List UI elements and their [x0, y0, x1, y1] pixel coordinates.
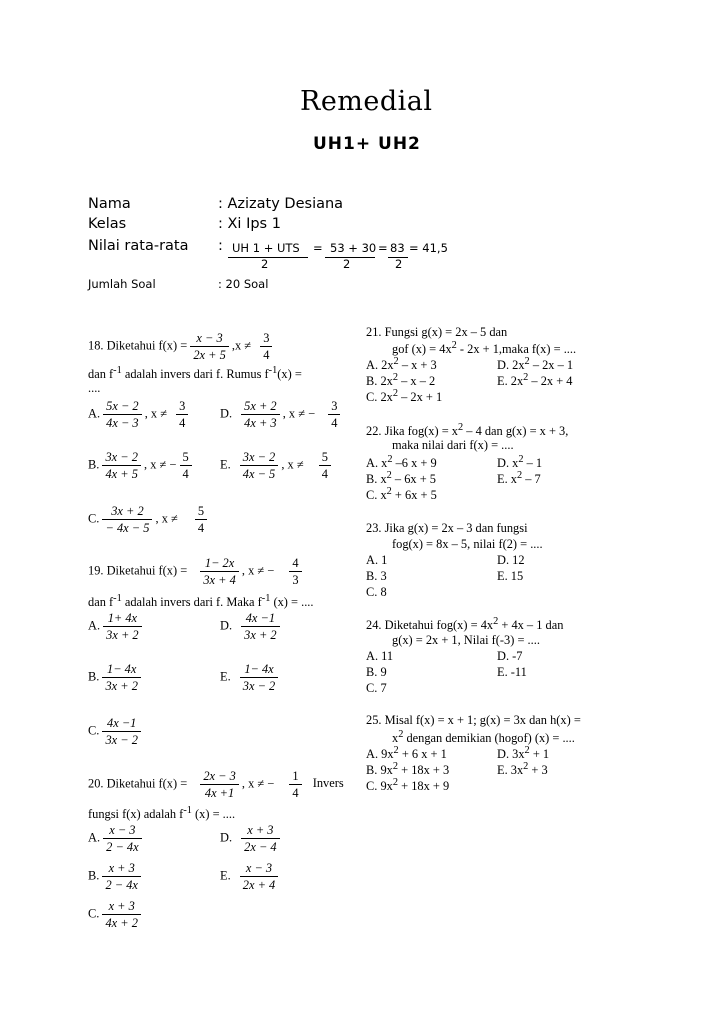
- q20-line2-a: fungsi f(x) adalah f: [88, 807, 184, 822]
- q20-d-den: 2x − 4: [244, 840, 277, 854]
- q18-option-d: [220, 398, 340, 431]
- q20-a-label: A.: [88, 830, 101, 845]
- q18-d-cond-frac: [328, 398, 340, 431]
- q25-option-b: [366, 761, 449, 778]
- q20-cond: , x ≠ −: [241, 776, 275, 791]
- q18-line2-sup: -1: [113, 365, 122, 376]
- q19-b-frac: [102, 661, 140, 694]
- nilai-expr1: UH 1 + UTS: [232, 241, 300, 255]
- q18-num: x − 3: [190, 330, 228, 347]
- q21-c-rest: – 2x + 1: [398, 390, 443, 405]
- q22-e-rest: – 7: [522, 472, 541, 487]
- q22-b-sup: 2: [386, 470, 392, 481]
- q19-prefix: 19. Diketahui f(x) =: [88, 563, 188, 578]
- q18-option-e: [220, 449, 331, 482]
- q21-c-sup: 2: [392, 388, 399, 399]
- q24-l1a: 24. Diketahui fog(x) = 4x: [366, 618, 494, 633]
- q19-cond-num: 4: [289, 555, 301, 572]
- nilai-eq2: =: [378, 241, 388, 255]
- q18-option-c: [88, 503, 207, 536]
- q19-d-frac: [241, 610, 279, 643]
- q18-b-num: 3x − 2: [102, 449, 140, 466]
- q21-e-rest: – 2x + 4: [528, 374, 573, 389]
- q23-line2: fog(x) = 8x – 5, nilai f(2) = ....: [392, 537, 543, 551]
- q18-b-label: B.: [88, 457, 100, 472]
- q18-line2-c: (x) =: [277, 367, 302, 382]
- q19-d-num: 4x −1: [241, 610, 279, 627]
- q18-option-a: [88, 398, 188, 431]
- kelas-label: Kelas: [88, 216, 127, 232]
- q18-e-cond: , x ≠: [281, 457, 304, 472]
- q20-option-a: [88, 822, 142, 855]
- q18-e-frac: [240, 449, 278, 482]
- q18-b-cond: , x ≠ −: [144, 457, 177, 472]
- q19-option-e: [220, 661, 278, 694]
- q24-l1sup: 2: [493, 616, 499, 627]
- q19-line2-a: dan f: [88, 595, 114, 610]
- q24-option-c: C. 7: [366, 681, 387, 695]
- q25-d-rest: + 1: [529, 747, 550, 762]
- q19-a-den: 3x + 2: [106, 628, 139, 642]
- q20-line2-sup: -1: [183, 805, 192, 816]
- q18-line2: [88, 365, 302, 382]
- q18-cond-den: 4: [263, 348, 270, 362]
- q18-b-cd: 4: [182, 467, 189, 481]
- q21-d: D. 2x: [497, 358, 525, 373]
- nama-label: Nama: [88, 196, 131, 212]
- q20-a-frac: [103, 822, 141, 855]
- q18-d-num: 5x + 2: [241, 398, 279, 415]
- q19-option-a: [88, 610, 142, 643]
- q18-b-cn: 5: [180, 449, 192, 466]
- q22-l1a: 22. Jika fog(x) = x: [366, 424, 458, 439]
- nilai-den1: 2: [261, 257, 269, 271]
- q19-line2: [88, 593, 314, 610]
- q25-option-a: [366, 745, 447, 762]
- q19-a-frac: [103, 610, 141, 643]
- q20-a-num: x − 3: [103, 822, 141, 839]
- q20-option-b: [88, 860, 141, 893]
- q20-d-num: x + 3: [241, 822, 279, 839]
- q19-b-den: 3x + 2: [105, 679, 138, 693]
- q25-a-rest: + 6 x + 1: [398, 747, 447, 762]
- q20-e-num: x − 3: [240, 860, 278, 877]
- q18-cond-num: 3: [260, 330, 272, 347]
- q21-d-sup: 2: [524, 356, 530, 367]
- q21-a-rest: – x + 3: [398, 358, 437, 373]
- q18-b-den: 4x + 5: [105, 467, 138, 481]
- jumlah-value: : 20 Soal: [218, 277, 269, 291]
- q22-option-d: [497, 454, 542, 471]
- kelas-value: : Xi Ips 1: [218, 216, 281, 232]
- q19-d-den: 3x + 2: [244, 628, 277, 642]
- q23-option-e: E. 15: [497, 569, 524, 583]
- q25-e: E. 3x: [497, 763, 524, 778]
- q25-b-rest: + 18x + 3: [398, 763, 450, 778]
- q18-e-cond-frac: [319, 449, 331, 482]
- q25-l2sup: 2: [398, 729, 404, 740]
- q19-line2-sup: -1: [113, 593, 122, 604]
- q20-den: 4x +1: [204, 786, 235, 800]
- q19-c-label: C.: [88, 723, 100, 738]
- q19-c-num: 4x −1: [102, 715, 140, 732]
- q18-e-cd: 4: [321, 467, 328, 481]
- jumlah-label: Jumlah Soal: [88, 277, 156, 291]
- q18-d-label: D.: [220, 406, 233, 421]
- q18-line2b-sup: -1: [268, 365, 278, 376]
- q21-e: E. 2x: [497, 374, 524, 389]
- q22-line1: [366, 422, 568, 439]
- q18-line3: ....: [88, 381, 101, 395]
- q22-option-c: [366, 486, 437, 503]
- q22-a: A. x: [366, 456, 388, 471]
- q25-option-e: [497, 761, 548, 778]
- q19-line2-c: (x) = ....: [270, 595, 314, 610]
- q19-e-label: E.: [220, 669, 231, 684]
- q21-b-rest: – x – 2: [398, 374, 436, 389]
- q24-option-e: E. -11: [497, 665, 527, 679]
- q18-c-cond-frac: [195, 503, 207, 536]
- q18-c-den: − 4x − 5: [105, 521, 150, 535]
- q19-line2-b: adalah invers dari f. Maka f: [121, 595, 262, 610]
- q22-c: C. x: [366, 488, 387, 503]
- q22-d-sup: 2: [518, 454, 524, 465]
- q25-d: D. 3x: [497, 747, 525, 762]
- q20-e-label: E.: [220, 868, 231, 883]
- q25-line2: [392, 729, 575, 746]
- q21-c: C. 2x: [366, 390, 393, 405]
- q23-option-a: A. 1: [366, 553, 388, 567]
- q18-d-cn: 3: [328, 398, 340, 415]
- q19-line2b-sup: -1: [261, 593, 271, 604]
- q20-c-den: 4x + 2: [105, 916, 138, 930]
- q20-fraction: [200, 768, 238, 801]
- q25-option-c: [366, 777, 449, 794]
- q24-l1b: + 4x – 1 dan: [498, 618, 564, 633]
- q25-c: C. 9x: [366, 779, 393, 794]
- q20-option-d: [220, 822, 280, 855]
- q18-c-frac: [102, 503, 152, 536]
- page-subtitle: UH1+ UH2: [313, 134, 421, 154]
- q18-cond-fraction: [260, 330, 272, 363]
- q21-option-d: [497, 356, 573, 373]
- q25-c-sup: 2: [392, 777, 399, 788]
- q25-option-d: [497, 745, 549, 762]
- q21-a-sup: 2: [393, 356, 399, 367]
- q25-e-sup: 2: [523, 761, 529, 772]
- q25-l2a: x: [392, 731, 399, 746]
- q22-b-rest: – 6x + 5: [391, 472, 436, 487]
- q20-suffix: Invers: [312, 776, 344, 791]
- q24-option-d: D. -7: [497, 649, 523, 663]
- q21-e-sup: 2: [523, 372, 529, 383]
- q19-option-b: [88, 661, 141, 694]
- q20-option-e: [220, 860, 278, 893]
- nama-value: : Azizaty Desiana: [218, 196, 344, 212]
- q25-c-rest: + 18x + 9: [398, 779, 450, 794]
- q19-cond-fraction: [289, 555, 301, 588]
- q22-a-rest: –6 x + 9: [392, 456, 437, 471]
- q20-cond-fraction: [289, 768, 301, 801]
- q25-e-rest: + 3: [528, 763, 548, 778]
- q21-a: A. 2x: [366, 358, 394, 373]
- q19-b-num: 1− 4x: [102, 661, 140, 678]
- q22-a-sup: 2: [387, 454, 393, 465]
- q20-line2-b: (x) = ....: [191, 807, 236, 822]
- q18-e-num: 3x − 2: [240, 449, 278, 466]
- q19-d-label: D.: [220, 618, 233, 633]
- q21-d-rest: – 2x – 1: [529, 358, 574, 373]
- q19-num: 1− 2x: [200, 555, 238, 572]
- q20-b-frac: [102, 860, 140, 893]
- q18-c-cond: , x ≠: [155, 511, 178, 526]
- q25-line1: 25. Misal f(x) = x + 1; g(x) = 3x dan h(x) =: [366, 713, 581, 727]
- q18-c-cd: 4: [197, 521, 205, 535]
- q19-b-label: B.: [88, 669, 100, 684]
- q18-a-cond-frac: [176, 398, 188, 431]
- q24-option-a: A. 11: [366, 649, 394, 663]
- q22-e: E. x: [497, 472, 517, 487]
- q18-fraction: [190, 330, 228, 363]
- q19-e-den: 3x − 2: [242, 679, 276, 693]
- q20-line2: [88, 805, 235, 822]
- q22-d: D. x: [497, 456, 519, 471]
- q20-b-num: x + 3: [102, 860, 140, 877]
- q20-cond-den: 4: [292, 786, 299, 800]
- q22-d-rest: – 1: [523, 456, 543, 471]
- q21-line2: [392, 340, 576, 357]
- q25-a-sup: 2: [393, 745, 399, 756]
- q21-b: B. 2x: [366, 374, 393, 389]
- q18-d-cond: , x ≠ −: [282, 406, 316, 421]
- q20-prefix: 20. Diketahui f(x) =: [88, 776, 188, 791]
- q21-option-b: [366, 372, 435, 389]
- q18-d-cd: 4: [331, 416, 338, 430]
- q18-prefix: 18. Diketahui f(x) =: [88, 338, 188, 353]
- q18-b-frac: [102, 449, 140, 482]
- q22-line2: maka nilai dari f(x) = ....: [392, 438, 514, 452]
- nilai-result: = 41,5: [409, 241, 448, 255]
- q18-c-cn: 5: [195, 503, 207, 520]
- q20-a-den: 2 − 4x: [106, 840, 139, 854]
- q23-line1: 23. Jika g(x) = 2x – 3 dan fungsi: [366, 521, 528, 535]
- q19-fraction: [200, 555, 238, 588]
- q18-b-cond-frac: [180, 449, 192, 482]
- q19-den: 3x + 4: [203, 573, 236, 587]
- q18-e-den: 4x − 5: [242, 467, 276, 481]
- q18-a-cn: 3: [176, 398, 188, 415]
- q18-line2-b: adalah invers dari f. Rumus f: [121, 367, 269, 382]
- q24-line1: [366, 616, 563, 633]
- q18-d-den: 4x + 3: [244, 416, 277, 430]
- q19-cond-den: 3: [292, 573, 299, 587]
- q18-a-frac: [103, 398, 141, 431]
- q22-e-sup: 2: [516, 470, 523, 481]
- nilai-den3: 2: [395, 257, 403, 271]
- page-title: Remedial: [300, 86, 433, 117]
- q20-num: 2x − 3: [200, 768, 238, 785]
- q22-b: B. x: [366, 472, 387, 487]
- q25-b-sup: 2: [392, 761, 399, 772]
- q22-option-e: [497, 470, 541, 487]
- q20-d-label: D.: [220, 830, 233, 845]
- q18-option-b: [88, 449, 192, 482]
- q18-e-label: E.: [220, 457, 231, 472]
- q23-option-d: D. 12: [497, 553, 525, 567]
- q19-e-frac: [240, 661, 278, 694]
- q24-option-b: B. 9: [366, 665, 387, 679]
- q20-e-den: 2x + 4: [242, 878, 276, 892]
- nilai-eq1: =: [313, 241, 323, 255]
- q19-a-label: A.: [88, 618, 101, 633]
- q21-option-e: [497, 372, 573, 389]
- q20-option-c: [88, 898, 141, 931]
- q20-cond-num: 1: [289, 768, 301, 785]
- q22-c-rest: + 6x + 5: [391, 488, 437, 503]
- q18-a-den: 4x − 3: [106, 416, 139, 430]
- q20-b-label: B.: [88, 868, 100, 883]
- nilai-label: Nilai rata-rata: [88, 238, 189, 254]
- q25-d-sup: 2: [524, 745, 530, 756]
- q21-option-a: [366, 356, 437, 373]
- q18-e-cn: 5: [319, 449, 331, 466]
- q18-a-cd: 4: [179, 416, 186, 430]
- q18-line2-a: dan f: [88, 367, 114, 382]
- q22-option-a: [366, 454, 437, 471]
- q19-option-c: [88, 715, 141, 748]
- q24-line2: g(x) = 2x + 1, Nilai f(-3) = ....: [392, 633, 540, 647]
- q19-a-num: 1+ 4x: [103, 610, 141, 627]
- q19-option-d: [220, 610, 280, 643]
- q21-l2b: - 2x + 1,maka f(x) = ....: [456, 342, 577, 357]
- q19-c-frac: [102, 715, 140, 748]
- q22-option-b: [366, 470, 436, 487]
- q18-c-num: 3x + 2: [102, 503, 152, 520]
- q20-b-den: 2 − 4x: [105, 878, 138, 892]
- q20-e-frac: [240, 860, 278, 893]
- q18-a-cond: , x ≠: [144, 406, 168, 421]
- q21-b-sup: 2: [392, 372, 399, 383]
- q25-a: A. 9x: [366, 747, 394, 762]
- q18-d-frac: [241, 398, 279, 431]
- q20-c-frac: [102, 898, 140, 931]
- q23-option-c: C. 8: [366, 585, 387, 599]
- nilai-expr3: 83: [390, 241, 405, 255]
- q21-l2sup: 2: [451, 340, 457, 351]
- q21-l2a: gof (x) = 4x: [392, 342, 452, 357]
- q25-l2b: dengan demikian (hogof) (x) = ....: [403, 731, 575, 746]
- q22-c-sup: 2: [386, 486, 392, 497]
- q18-den: 2x + 5: [193, 348, 226, 362]
- q18-a-label: A.: [88, 406, 101, 421]
- q20-c-num: x + 3: [102, 898, 140, 915]
- q22-l1b: – 4 dan g(x) = x + 3,: [463, 424, 569, 439]
- q18-a-num: 5x − 2: [103, 398, 141, 415]
- q18-c-label: C.: [88, 511, 100, 526]
- q21-line1: 21. Fungsi g(x) = 2x – 5 dan: [366, 325, 508, 339]
- q19-cond: , x ≠ −: [241, 563, 275, 578]
- q20-c-label: C.: [88, 906, 100, 921]
- q18-cond: ,x ≠: [231, 338, 252, 353]
- q25-b: B. 9x: [366, 763, 393, 778]
- q19-c-den: 3x − 2: [105, 733, 138, 747]
- nilai-den2: 2: [343, 257, 351, 271]
- q20-d-frac: [241, 822, 279, 855]
- q21-option-c: [366, 388, 442, 405]
- q23-option-b: B. 3: [366, 569, 387, 583]
- q19-e-num: 1− 4x: [240, 661, 278, 678]
- nilai-colon: :: [218, 238, 223, 254]
- q22-l1sup: 2: [458, 422, 464, 433]
- nilai-expr2: 53 + 30: [330, 241, 377, 255]
